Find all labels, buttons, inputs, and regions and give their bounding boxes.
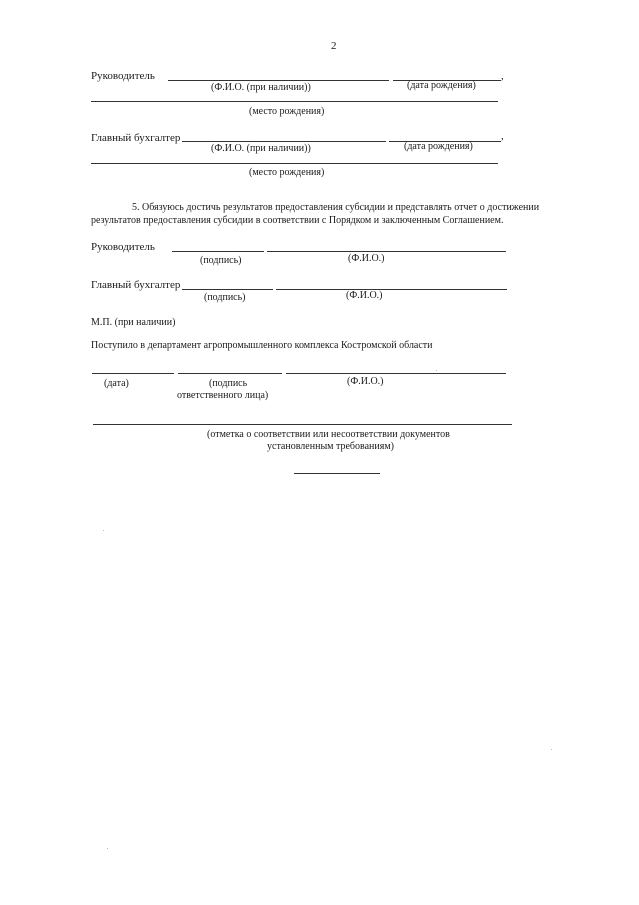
head-comma: , [501, 70, 504, 82]
sign-head-fio-line[interactable] [267, 251, 506, 252]
accountant-birth-date-hint: (дата рождения) [404, 141, 473, 152]
sign-accountant-signature-hint: (подпись) [204, 292, 246, 303]
compliance-hint-1: (отметка о соответствии или несоответствии документов [207, 429, 450, 440]
receipt-date-line[interactable] [92, 373, 174, 374]
head-birth-date-hint: (дата рождения) [407, 80, 476, 91]
receipt-text: Поступило в департамент агропромышленного комплекса Костромской области [91, 340, 433, 351]
accountant-birth-place-line[interactable] [91, 163, 498, 164]
accountant-comma: , [501, 130, 504, 142]
sign-accountant-signature-line[interactable] [182, 289, 273, 290]
compliance-hint-2: установленным требованиям) [267, 441, 394, 452]
receipt-fio-hint: (Ф.И.О.) [347, 376, 384, 387]
page-number: 2 [331, 40, 337, 52]
head-birth-place-hint: (место рождения) [249, 106, 325, 117]
receipt-date-hint: (дата) [104, 378, 129, 389]
head-birth-place-line[interactable] [91, 101, 498, 102]
head-fio-hint: (Ф.И.О. (при наличии)) [211, 82, 311, 93]
scan-speck [551, 749, 552, 750]
scan-speck [107, 848, 108, 849]
accountant-fio-hint: (Ф.И.О. (при наличии)) [211, 143, 311, 154]
accountant-birth-place-hint: (место рождения) [249, 167, 325, 178]
sign-head-signature-line[interactable] [172, 251, 264, 252]
receipt-signature-line[interactable] [178, 373, 282, 374]
scan-speck [103, 530, 104, 531]
scan-speck [436, 370, 437, 371]
receipt-fio-line[interactable] [286, 373, 506, 374]
sign-accountant-fio-hint: (Ф.И.О.) [346, 290, 383, 301]
compliance-mark-line[interactable] [93, 424, 512, 425]
accountant-fio-line[interactable] [182, 141, 386, 142]
commitment-line-2: результатов предоставления субсидии в соответствии с Порядком и заключенным Соглашением. [91, 215, 504, 226]
closing-separator [294, 473, 380, 474]
sign-accountant-fio-line[interactable] [276, 289, 507, 290]
sign-head-signature-hint: (подпись) [200, 255, 242, 266]
sign-accountant-label: Главный бухгалтер [91, 279, 181, 291]
head-fio-line[interactable] [168, 80, 389, 81]
stamp-placeholder: М.П. (при наличии) [91, 317, 176, 328]
commitment-line-1: 5. Обязуюсь достичь результатов предоставления субсидии и представлять отчет о достижении [132, 202, 540, 213]
sign-head-fio-hint: (Ф.И.О.) [348, 253, 385, 264]
sign-head-label: Руководитель [91, 241, 155, 253]
accountant-label: Главный бухгалтер [91, 132, 181, 144]
receipt-signature-hint-2: ответственного лица) [177, 390, 269, 401]
receipt-signature-hint-1: (подпись [209, 378, 248, 389]
head-label: Руководитель [91, 70, 155, 82]
